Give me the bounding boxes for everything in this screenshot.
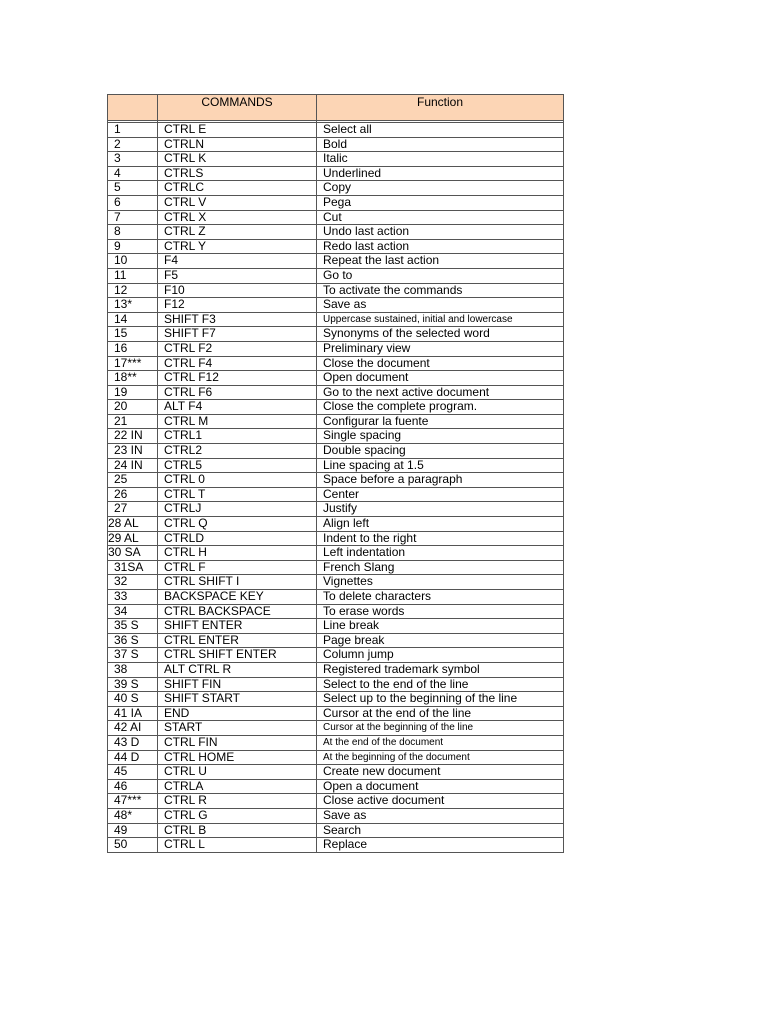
row-number-text: 42 AI — [114, 720, 142, 735]
row-number-text: 37 S — [114, 647, 139, 662]
row-function: Underlined — [317, 166, 564, 181]
row-command: END — [158, 706, 317, 721]
row-number-text: 31SA — [114, 559, 144, 574]
table-row — [108, 633, 564, 648]
row-number-text: 19 — [114, 384, 128, 399]
table-row — [108, 283, 564, 298]
table-row — [108, 371, 564, 386]
row-command: ALT F4 — [158, 400, 317, 415]
table-row — [108, 487, 564, 502]
header-number — [108, 95, 158, 121]
row-command: CTRL F12 — [158, 371, 317, 386]
row-number-text: 12 — [114, 282, 128, 297]
row-function: Bold — [317, 137, 564, 152]
row-function: Italic — [317, 152, 564, 167]
row-function: Line break — [317, 619, 564, 634]
row-function: Pega — [317, 195, 564, 210]
table-row — [108, 546, 564, 561]
row-number — [108, 604, 158, 619]
row-number-text: 13* — [114, 297, 133, 312]
row-number — [108, 123, 158, 138]
table-row — [108, 414, 564, 429]
row-number — [108, 327, 158, 342]
row-number-text: 6 — [114, 194, 121, 209]
row-command: BACKSPACE KEY — [158, 590, 317, 605]
row-command: CTRL1 — [158, 429, 317, 444]
row-number — [108, 268, 158, 283]
row-number-text: 26 — [114, 486, 128, 501]
row-number — [108, 254, 158, 269]
row-command: CTRLD — [158, 531, 317, 546]
row-number-text: 7 — [114, 209, 121, 224]
row-function: To erase words — [317, 604, 564, 619]
row-function: Space before a paragraph — [317, 473, 564, 488]
row-number — [108, 546, 158, 561]
row-number-text: 30 SA — [108, 545, 141, 560]
table-row — [108, 517, 564, 532]
row-number — [108, 531, 158, 546]
row-number — [108, 371, 158, 386]
row-number-text: 4 — [114, 165, 121, 180]
row-command: CTRL BACKSPACE — [158, 604, 317, 619]
row-number — [108, 633, 158, 648]
row-number — [108, 560, 158, 575]
row-function: Synonyms of the selected word — [317, 327, 564, 342]
row-command: CTRLC — [158, 181, 317, 196]
row-function: Registered trademark symbol — [317, 662, 564, 677]
row-number — [108, 721, 158, 736]
table-row — [108, 137, 564, 152]
row-command: CTRL V — [158, 195, 317, 210]
row-number — [108, 137, 158, 152]
table-row — [108, 195, 564, 210]
row-number-text: 45 — [114, 764, 128, 779]
table-row — [108, 181, 564, 196]
row-command: SHIFT ENTER — [158, 619, 317, 634]
row-number-text: 47*** — [114, 793, 142, 808]
row-number-text: 34 — [114, 603, 128, 618]
row-command: F4 — [158, 254, 317, 269]
row-command: CTRL FIN — [158, 735, 317, 750]
table-header — [108, 95, 564, 121]
row-function: Close the complete program. — [317, 400, 564, 415]
row-command: CTRL K — [158, 152, 317, 167]
row-number — [108, 283, 158, 298]
row-function: Single spacing — [317, 429, 564, 444]
commands-table — [107, 94, 564, 853]
row-number-text: 36 S — [114, 632, 139, 647]
table-row — [108, 268, 564, 283]
row-number-text: 5 — [114, 180, 121, 195]
row-number — [108, 794, 158, 809]
row-command: ALT CTRL R — [158, 662, 317, 677]
row-command: CTRL B — [158, 823, 317, 838]
row-command: CTRL U — [158, 765, 317, 780]
row-number-text: 43 D — [114, 734, 140, 749]
row-number — [108, 838, 158, 853]
row-function: To delete characters — [317, 590, 564, 605]
row-function: Redo last action — [317, 239, 564, 254]
table-row — [108, 239, 564, 254]
row-function: Justify — [317, 502, 564, 517]
row-command: CTRL L — [158, 838, 317, 853]
row-function: Select all — [317, 123, 564, 138]
row-function: Left indentation — [317, 546, 564, 561]
row-number-text: 48* — [114, 807, 133, 822]
row-number — [108, 590, 158, 605]
table-row — [108, 400, 564, 415]
table-row — [108, 458, 564, 473]
table-row — [108, 735, 564, 750]
row-number-text: 15 — [114, 326, 128, 341]
row-number — [108, 750, 158, 765]
row-function: Preliminary view — [317, 341, 564, 356]
row-command: CTRL G — [158, 808, 317, 823]
row-function: Cursor at the end of the line — [317, 706, 564, 721]
table-row — [108, 721, 564, 736]
table-row — [108, 385, 564, 400]
row-function: Replace — [317, 838, 564, 853]
row-function: Undo last action — [317, 225, 564, 240]
row-function: Vignettes — [317, 575, 564, 590]
row-number — [108, 356, 158, 371]
row-command: CTRL ENTER — [158, 633, 317, 648]
table-row — [108, 794, 564, 809]
table-row — [108, 341, 564, 356]
row-function: Uppercase sustained, initial and lowercase — [317, 312, 564, 327]
row-command: F12 — [158, 298, 317, 313]
row-number — [108, 677, 158, 692]
row-number-text: 49 — [114, 822, 128, 837]
row-number-text: 44 D — [114, 749, 140, 764]
table-row — [108, 166, 564, 181]
row-function: Double spacing — [317, 444, 564, 459]
row-function: Copy — [317, 181, 564, 196]
row-function: Go to the next active document — [317, 385, 564, 400]
row-function: Align left — [317, 517, 564, 532]
table-row — [108, 619, 564, 634]
row-number-text: 23 IN — [114, 443, 143, 458]
table-row — [108, 356, 564, 371]
row-number-text: 46 — [114, 778, 128, 793]
row-number — [108, 312, 158, 327]
row-number-text: 20 — [114, 399, 128, 414]
row-number — [108, 662, 158, 677]
row-number-text: 18** — [114, 370, 137, 385]
row-number — [108, 765, 158, 780]
row-command: CTRL 0 — [158, 473, 317, 488]
table-row — [108, 210, 564, 225]
row-number-text: 1 — [114, 122, 121, 136]
row-command: CTRL SHIFT I — [158, 575, 317, 590]
row-command: F10 — [158, 283, 317, 298]
row-function: Column jump — [317, 648, 564, 663]
row-number — [108, 823, 158, 838]
row-number — [108, 298, 158, 313]
row-command: CTRL F4 — [158, 356, 317, 371]
row-command: CTRLS — [158, 166, 317, 181]
table-row — [108, 590, 564, 605]
row-number — [108, 502, 158, 517]
row-function: Center — [317, 487, 564, 502]
table-row — [108, 662, 564, 677]
row-number-text: 39 S — [114, 676, 139, 691]
row-number-text: 40 S — [114, 691, 139, 706]
row-function: Go to — [317, 268, 564, 283]
row-number — [108, 152, 158, 167]
row-command: CTRL5 — [158, 458, 317, 473]
table-row — [108, 444, 564, 459]
table-row — [108, 838, 564, 853]
row-number-text: 50 — [114, 837, 128, 852]
row-number — [108, 210, 158, 225]
row-number — [108, 385, 158, 400]
row-function: Select up to the beginning of the line — [317, 692, 564, 707]
row-command: CTRL H — [158, 546, 317, 561]
row-command: CTRL F2 — [158, 341, 317, 356]
row-command: SHIFT FIN — [158, 677, 317, 692]
table-row — [108, 750, 564, 765]
table-row — [108, 677, 564, 692]
row-command: CTRL HOME — [158, 750, 317, 765]
row-function: Select to the end of the line — [317, 677, 564, 692]
row-command: CTRL X — [158, 210, 317, 225]
table-row — [108, 298, 564, 313]
row-number — [108, 575, 158, 590]
row-function: Save as — [317, 808, 564, 823]
row-number — [108, 735, 158, 750]
table-row — [108, 560, 564, 575]
row-number-text: 8 — [114, 224, 121, 239]
row-command: CTRL E — [158, 123, 317, 138]
row-function: Page break — [317, 633, 564, 648]
row-command: CTRL Q — [158, 517, 317, 532]
row-number-text: 11 — [114, 267, 127, 282]
table-row — [108, 531, 564, 546]
table-row — [108, 312, 564, 327]
table-row — [108, 123, 564, 138]
table-row — [108, 327, 564, 342]
row-number — [108, 400, 158, 415]
row-number-text: 2 — [114, 136, 121, 151]
table-row — [108, 706, 564, 721]
table-row — [108, 429, 564, 444]
row-number-text: 24 IN — [114, 457, 143, 472]
row-number — [108, 166, 158, 181]
row-number — [108, 779, 158, 794]
row-function: Open a document — [317, 779, 564, 794]
row-command: SHIFT F3 — [158, 312, 317, 327]
row-number-text: 35 S — [114, 618, 139, 633]
row-command: CTRL T — [158, 487, 317, 502]
row-function: Create new document — [317, 765, 564, 780]
table-row — [108, 765, 564, 780]
row-number — [108, 487, 158, 502]
row-command: START — [158, 721, 317, 736]
row-function: Open document — [317, 371, 564, 386]
row-number — [108, 444, 158, 459]
row-number — [108, 706, 158, 721]
table-row — [108, 808, 564, 823]
row-function: At the end of the document — [317, 735, 564, 750]
row-function: Indent to the right — [317, 531, 564, 546]
row-number-text: 16 — [114, 340, 128, 355]
row-number — [108, 239, 158, 254]
table-row — [108, 152, 564, 167]
row-function: French Slang — [317, 560, 564, 575]
row-function: Repeat the last action — [317, 254, 564, 269]
table-row — [108, 225, 564, 240]
table-row — [108, 575, 564, 590]
row-command: F5 — [158, 268, 317, 283]
row-function: Cut — [317, 210, 564, 225]
header-row — [108, 95, 564, 121]
row-number-text: 29 AL — [108, 530, 139, 545]
row-command: CTRL M — [158, 414, 317, 429]
row-number — [108, 619, 158, 634]
table-row — [108, 823, 564, 838]
row-command: SHIFT START — [158, 692, 317, 707]
row-number — [108, 517, 158, 532]
row-function: Close the document — [317, 356, 564, 371]
row-number — [108, 429, 158, 444]
row-number-text: 9 — [114, 238, 121, 253]
table-row — [108, 604, 564, 619]
row-number — [108, 458, 158, 473]
row-command: CTRLN — [158, 137, 317, 152]
row-command: CTRLJ — [158, 502, 317, 517]
row-number — [108, 341, 158, 356]
row-function: Save as — [317, 298, 564, 313]
row-number — [108, 648, 158, 663]
row-number-text: 25 — [114, 472, 128, 487]
row-number-text: 33 — [114, 589, 128, 603]
row-number — [108, 195, 158, 210]
row-command: CTRL F6 — [158, 385, 317, 400]
row-number — [108, 414, 158, 429]
row-number-text: 10 — [114, 253, 128, 268]
row-number — [108, 473, 158, 488]
row-command: SHIFT F7 — [158, 327, 317, 342]
row-number-text: 32 — [114, 574, 128, 589]
row-number-text: 27 — [114, 501, 128, 516]
table-row — [108, 692, 564, 707]
row-number-text: 14 — [114, 311, 128, 326]
row-command: CTRL Y — [158, 239, 317, 254]
row-function: Search — [317, 823, 564, 838]
row-number-text: 28 AL — [108, 516, 139, 531]
table-row — [108, 254, 564, 269]
row-function: Configurar la fuente — [317, 414, 564, 429]
row-function: Line spacing at 1.5 — [317, 458, 564, 473]
row-number-text: 17*** — [114, 355, 142, 370]
row-function: Cursor at the beginning of the line — [317, 721, 564, 736]
row-number-text: 3 — [114, 151, 121, 166]
header-function: Function — [317, 95, 564, 121]
row-number — [108, 692, 158, 707]
table-row — [108, 502, 564, 517]
table-row — [108, 779, 564, 794]
row-number — [108, 808, 158, 823]
row-number-text: 41 IA — [114, 705, 143, 720]
row-command: CTRL R — [158, 794, 317, 809]
header-commands: COMMANDS — [158, 95, 317, 121]
row-number — [108, 225, 158, 240]
row-command: CTRL2 — [158, 444, 317, 459]
table-body — [108, 121, 564, 853]
table-row — [108, 473, 564, 488]
row-number-text: 22 IN — [114, 428, 143, 443]
row-command: CTRLA — [158, 779, 317, 794]
row-command: CTRL SHIFT ENTER — [158, 648, 317, 663]
row-command: CTRL F — [158, 560, 317, 575]
table-row — [108, 648, 564, 663]
row-function: Close active document — [317, 794, 564, 809]
row-number-text: 21 — [114, 413, 128, 428]
row-command: CTRL Z — [158, 225, 317, 240]
row-function: At the beginning of the document — [317, 750, 564, 765]
row-number — [108, 181, 158, 196]
row-function: To activate the commands — [317, 283, 564, 298]
row-number-text: 38 — [114, 661, 128, 676]
